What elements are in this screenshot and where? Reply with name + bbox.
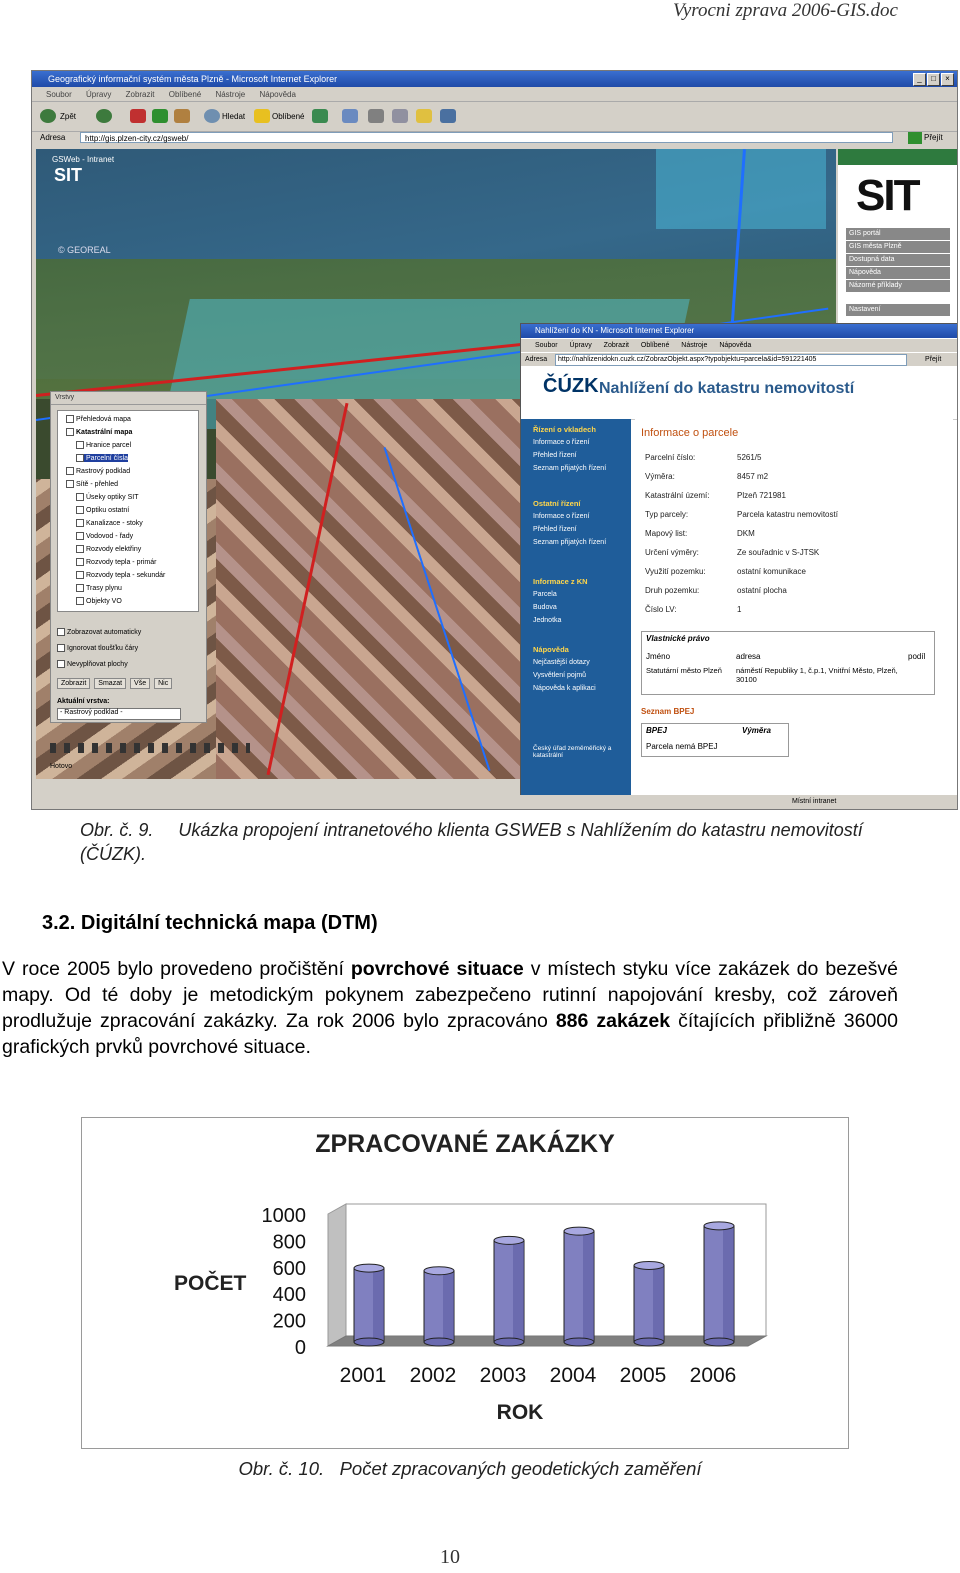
gsweb-label: GSWeb - Intranet xyxy=(52,155,115,164)
x-tick-label: 2001 xyxy=(339,1364,387,1387)
mail-icon[interactable] xyxy=(342,109,358,123)
close-icon[interactable]: × xyxy=(941,73,954,86)
x-tick-label: 2002 xyxy=(409,1364,457,1387)
sidebar-link[interactable]: Parcela xyxy=(533,591,557,598)
layer-item[interactable]: Trasy plynu xyxy=(76,584,122,592)
favorites-label[interactable]: Oblíbené xyxy=(272,112,305,121)
layer-item-selected[interactable]: Parcelní čísla xyxy=(76,454,128,462)
caption-text: Ukázka propojení intranetového klienta GSWEB s Nahlížením do katastru nemovitostí (ČÚZK). xyxy=(80,820,863,864)
nahlizeni-address-bar xyxy=(521,353,958,366)
owner-name: Statutární město Plzeň xyxy=(646,666,722,675)
menu-favorites[interactable]: Oblíbené xyxy=(640,342,670,349)
bpej-none: Parcela nemá BPEJ xyxy=(646,742,718,751)
sit-nav-item[interactable]: Názorné příklady xyxy=(846,280,950,292)
sit-nav-item[interactable]: GIS portál xyxy=(846,228,950,240)
sidebar-section: Informace z KN xyxy=(533,577,588,586)
embedded-screenshot xyxy=(31,70,958,810)
active-layer-label: Aktuální vrstva: xyxy=(57,698,110,705)
menu-help[interactable]: Nápověda xyxy=(259,90,296,99)
document-header: Vyrocni zprava 2006-GIS.doc xyxy=(673,0,898,21)
row-label: Typ parcely: xyxy=(645,510,689,519)
layer-buttons xyxy=(57,678,172,689)
sit-nav-item[interactable]: Nápověda xyxy=(846,267,950,279)
layer-item[interactable]: Přehledová mapa xyxy=(66,415,131,423)
owner-box xyxy=(641,631,935,695)
page-number: 10 xyxy=(440,1546,460,1568)
layer-tree xyxy=(57,410,199,612)
layer-item[interactable]: Objekty VO xyxy=(76,597,122,605)
option-checkbox[interactable]: Ignorovat tloušťku čáry xyxy=(57,644,138,652)
figure-caption-2 xyxy=(0,1458,940,1480)
back-icon[interactable] xyxy=(40,109,56,123)
owner-title: Vlastnické právo xyxy=(646,634,710,643)
row-label: Katastrální území: xyxy=(645,491,710,500)
all-button[interactable]: Vše xyxy=(130,678,150,689)
address-bar xyxy=(32,131,957,145)
x-tick-label: 2003 xyxy=(479,1364,527,1387)
sidebar-link[interactable]: Jednotka xyxy=(533,617,562,624)
owner-address: náměstí Republiky 1, č.p.1, Vnitřní Město, Plzeň, 30100 xyxy=(736,666,898,684)
bar-chart xyxy=(82,1118,848,1448)
map-tools xyxy=(50,741,380,755)
address-input[interactable]: http://gis.plzen-city.cz/gsweb/ xyxy=(80,132,893,143)
sidebar-link[interactable]: Seznam přijatých řízení xyxy=(533,465,607,472)
x-tick-label: 2004 xyxy=(549,1364,597,1387)
search-label[interactable]: Hledat xyxy=(222,112,246,121)
nahlizeni-title: Nahlížení do KN - Microsoft Internet Explorer xyxy=(521,324,958,338)
messenger-icon[interactable] xyxy=(440,109,456,123)
y-tick-label: 200 xyxy=(272,1310,306,1333)
y-tick-label: 600 xyxy=(272,1257,306,1280)
owner-col: podíl xyxy=(908,652,926,661)
bar-2004 xyxy=(564,1227,594,1346)
maximize-icon[interactable]: □ xyxy=(927,73,940,86)
layer-item[interactable]: Katastrální mapa xyxy=(66,428,132,436)
row-label: Určení výměry: xyxy=(645,548,699,557)
chart-back-wall xyxy=(346,1204,766,1336)
clear-button[interactable]: Smazat xyxy=(94,678,126,689)
option-checkbox[interactable]: Zobrazovat automaticky xyxy=(57,628,141,636)
row-value: ostatní komunikace xyxy=(737,567,806,576)
sit-nav-item[interactable]: Dostupná data xyxy=(846,254,950,266)
home-icon[interactable] xyxy=(174,109,190,123)
section-title: Digitální technická mapa (DTM) xyxy=(80,912,378,934)
caption-label: Obr. č. 10. xyxy=(238,1458,325,1479)
window-controls xyxy=(913,73,954,86)
ie-title-bar: Geografický informační systém města Plzně - Microsoft Internet Explorer xyxy=(32,71,957,87)
sidebar-section: Řízení o vkladech xyxy=(533,425,596,434)
cuzk-logo: ČÚZK xyxy=(543,375,599,397)
nahlizeni-menu xyxy=(521,339,958,352)
parcel-title: Informace o parcele xyxy=(641,427,739,439)
y-tick-label: 1000 xyxy=(261,1205,306,1227)
text-run: V roce 2005 bylo provedeno pročištění xyxy=(2,958,351,980)
owner-col: adresa xyxy=(736,652,761,661)
layers-title: Vrstvy xyxy=(51,392,206,405)
sidebar-link[interactable]: Přehled řízení xyxy=(533,526,577,533)
row-value: Plzeň 721981 xyxy=(737,491,786,500)
sit-logo: SIT xyxy=(856,171,919,220)
star-icon[interactable] xyxy=(254,109,270,123)
minimize-icon[interactable]: _ xyxy=(913,73,926,86)
section-number: 3.2. xyxy=(42,912,76,934)
sidebar-footer: Český úřad zeměměřický a katastrální xyxy=(533,745,612,759)
row-value: Parcela katastru nemovitostí xyxy=(737,510,838,519)
row-label: Využití pozemku: xyxy=(645,567,706,576)
bar-2002 xyxy=(424,1267,454,1346)
row-value: 8457 m2 xyxy=(737,472,769,481)
text-run: v místech styku více zakázek do bezešvé mapy. Od té doby je metodickým pokynem zabezpečeno rutinní napojování kresby, což zároveň prodlužuje zpracování zakázky. Za rok 2006 bylo zpracováno xyxy=(2,958,898,1032)
bar-2005 xyxy=(634,1261,664,1346)
chart-title: ZPRACOVANÉ ZAKÁZKY xyxy=(315,1130,615,1158)
sidebar-section: Nápověda xyxy=(533,645,569,654)
back-label[interactable]: Zpět xyxy=(60,112,77,121)
sit-nav-item[interactable]: GIS města Plzně xyxy=(846,241,950,253)
menu-help[interactable]: Nápověda xyxy=(719,342,752,349)
y-tick-label: 0 xyxy=(294,1337,306,1359)
layer-item[interactable]: Hranice parcel xyxy=(76,441,131,449)
search-icon[interactable] xyxy=(204,109,220,123)
x-axis-label: ROK xyxy=(496,1401,544,1424)
layer-item[interactable]: Rozvody elektřiny xyxy=(76,545,141,553)
text-run: čítajících přibližně 36000 grafických prvků povrchové situace. xyxy=(2,1010,898,1058)
print-icon[interactable] xyxy=(368,109,384,123)
sit-nav xyxy=(838,227,957,316)
y-axis-label: POČET xyxy=(174,1272,247,1295)
menu-edit[interactable]: Úpravy xyxy=(569,342,592,349)
go-label[interactable]: Přejít xyxy=(924,133,943,142)
bar-2003 xyxy=(494,1236,524,1346)
forward-icon[interactable] xyxy=(96,109,112,123)
row-value: Ze souřadnic v S-JTSK xyxy=(737,548,820,557)
menu-edit[interactable]: Úpravy xyxy=(86,90,112,99)
owner-col: Jméno xyxy=(646,652,671,661)
ie-status-bar xyxy=(32,795,957,809)
active-layer-select[interactable]: - Rastrový podklad - xyxy=(57,708,181,720)
sidebar-link[interactable]: Informace o řízení xyxy=(533,513,590,520)
layer-item[interactable]: Sítě - přehled xyxy=(66,480,118,488)
sidebar-link[interactable]: Vysvětlení pojmů xyxy=(533,672,587,679)
row-label: Druh pozemku: xyxy=(645,586,700,595)
sidebar-link[interactable]: Seznam přijatých řízení xyxy=(533,539,607,546)
menu-file[interactable]: Soubor xyxy=(535,342,558,349)
layer-item[interactable]: Rozvody tepla - primár xyxy=(76,558,156,566)
figure-caption-1 xyxy=(80,818,900,866)
parcel-info xyxy=(635,419,953,809)
section-heading xyxy=(42,912,378,935)
menu-tools[interactable]: Nástroje xyxy=(215,90,246,99)
option-checkbox[interactable]: Nevyplňovat plochy xyxy=(57,660,128,668)
bpej-box xyxy=(641,723,789,757)
sidebar-link[interactable]: Přehled řízení xyxy=(533,452,577,459)
menu-tools[interactable]: Nástroje xyxy=(681,342,708,349)
row-value: 5261/5 xyxy=(737,453,762,462)
menu-file[interactable]: Soubor xyxy=(46,90,72,99)
nahlizeni-header xyxy=(521,367,958,420)
menu-view[interactable]: Zobrazit xyxy=(125,90,155,99)
chart-frame xyxy=(81,1117,849,1449)
bold-run: povrchové situace xyxy=(350,958,524,980)
ie-menubar xyxy=(32,88,957,102)
sit-logo-small: SIT xyxy=(54,165,83,185)
layer-item[interactable]: Vodovod - řady xyxy=(76,532,133,540)
row-label: Výměra: xyxy=(645,472,675,481)
ie-toolbar xyxy=(32,103,957,132)
nahlizeni-window xyxy=(520,323,958,810)
status-left: Hotovo xyxy=(50,763,73,770)
sidebar-link[interactable]: Nápověda k aplikaci xyxy=(533,685,596,692)
status-zone: Místní intranet xyxy=(792,798,837,805)
bpej-col: BPEJ xyxy=(646,726,667,735)
body-paragraph xyxy=(2,956,898,1060)
address-label: Adresa xyxy=(40,133,66,142)
bar-2001 xyxy=(354,1264,384,1346)
sidebar-section: Ostatní řízení xyxy=(533,499,581,508)
go-label[interactable]: Přejít xyxy=(925,356,942,363)
map-tool-icons[interactable] xyxy=(50,743,250,753)
sidebar-link[interactable]: Nejčastější dotazy xyxy=(533,659,590,666)
row-label: Parcelní číslo: xyxy=(645,453,696,462)
nahlizeni-sidebar xyxy=(521,419,631,809)
nahlizeni-address-input[interactable]: http://nahlizenidokn.cuzk.cz/ZobrazObjekt.aspx?typobjektu=parcela&id=591221405 xyxy=(555,354,907,366)
folder-icon[interactable] xyxy=(416,109,432,123)
menu-view[interactable]: Zobrazit xyxy=(603,342,629,349)
x-tick-label: 2006 xyxy=(689,1364,737,1387)
chart-floor xyxy=(328,1336,766,1346)
nahlizeni-heading: Nahlížení do katastru nemovitostí xyxy=(599,380,855,397)
y-tick-label: 400 xyxy=(272,1284,306,1307)
none-button[interactable]: Nic xyxy=(154,678,172,689)
layer-item[interactable]: Rastrový podklad xyxy=(66,467,130,475)
row-label: Číslo LV: xyxy=(645,605,677,614)
layer-item[interactable]: Rozvody tepla - sekundár xyxy=(76,571,165,579)
y-tick-label: 800 xyxy=(272,1231,306,1254)
history-icon[interactable] xyxy=(312,109,328,123)
bold-run: 886 zakázek xyxy=(555,1010,671,1032)
layer-item[interactable]: Úseky optiky SIT xyxy=(76,493,139,501)
row-label: Mapový list: xyxy=(645,529,688,538)
bpej-col: Výměra xyxy=(742,726,771,735)
stop-icon[interactable] xyxy=(130,109,146,123)
row-value: 1 xyxy=(737,605,742,614)
show-button[interactable]: Zobrazit xyxy=(57,678,90,689)
row-value: ostatní plocha xyxy=(737,586,787,595)
caption-label: Obr. č. 9. xyxy=(80,820,154,840)
chart-side-wall xyxy=(328,1204,346,1346)
sit-nav-item[interactable]: Nastavení xyxy=(846,304,950,316)
layers-panel xyxy=(50,391,207,723)
address-label: Adresa xyxy=(525,356,548,363)
sidebar-link[interactable]: Informace o řízení xyxy=(533,439,590,446)
edit-icon[interactable] xyxy=(392,109,408,123)
caption-text: Počet zpracovaných geodetických zaměření xyxy=(339,1458,702,1479)
x-tick-label: 2005 xyxy=(619,1364,667,1387)
bar-2006 xyxy=(704,1222,734,1346)
copyright-label: © GEOREAL xyxy=(58,245,111,255)
go-icon[interactable] xyxy=(908,132,922,144)
refresh-icon[interactable] xyxy=(152,109,168,123)
sit-panel-top xyxy=(838,149,957,165)
layer-item[interactable]: Optiku ostatní xyxy=(76,506,129,514)
bpej-title: Seznam BPEJ xyxy=(641,707,695,716)
sidebar-link[interactable]: Budova xyxy=(533,604,557,611)
row-value: DKM xyxy=(737,529,755,538)
menu-favorites[interactable]: Oblíbené xyxy=(168,90,202,99)
layer-item[interactable]: Kanalizace - stoky xyxy=(76,519,143,527)
